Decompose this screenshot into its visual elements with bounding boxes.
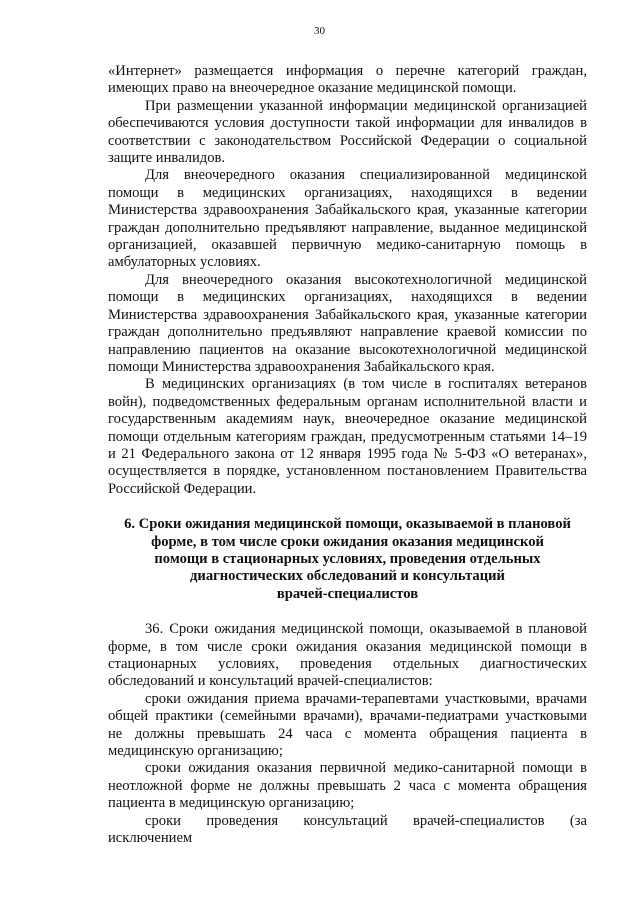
document-body [108,63,587,847]
page-number: 30 [314,25,325,37]
section-heading-line: 6. Сроки ожидания медицинской помощи, оказываемой в плановой [124,516,571,533]
section-heading [108,516,587,603]
section-heading-line: диагностических обследований и консультаций [190,568,505,585]
paragraph: сроки проведения консультаций врачей-специалистов (за исключением [108,812,587,847]
section-heading-line: помощи в стационарных условиях, проведения отдельных [154,550,541,567]
paragraph: 36. Сроки ожидания медицинской помощи, оказываемой в плановой форме, в том числе сроки ожидания оказания медицинской помощи в стационарных условиях, проведения отдельных диагностических обследований и консультаций врачей-специалистов: [108,621,587,690]
paragraph: «Интернет» размещается информация о перечне категорий граждан, имеющих право на внеочередное оказание медицинской помощи. [108,63,587,97]
paragraph: Для внеочередного оказания специализированной медицинской помощи в медицинских организациях, находящихся в ведении Министерства здравоохранения Забайкальского края, указанные категории граждан дополнительно предъявляют направление, выданное медицинской организацией, оказавшей первичную медико-санитарную помощь в амбулаторных условиях. [108,167,587,271]
paragraph: При размещении указанной информации медицинской организацией обеспечиваются условия доступности такой информации для инвалидов в соответствии с законодательством Российской Федерации о социальной защите инвалидов. [108,97,587,167]
section-heading-line: врачей-специалистов [276,585,419,602]
paragraph: В медицинских организациях (в том числе в госпиталях ветеранов войн), подведомственных федеральным органам исполнительной власти и государственным академиям наук, внеочередное оказание медицинской помощи отдельным категориям граждан, предусмотренным статьями 14–19 и 21 Федерального закона от 12 января 1995 года № 5-ФЗ «О ветеранах», осуществляется в порядке, установленном постановлением Правительства Российской Федерации. [108,376,587,497]
paragraph: сроки ожидания оказания первичной медико-санитарной помощи в неотложной форме не должны превышать 2 часа с момента обращения пациента в медицинскую организацию; [108,760,587,812]
section-heading-line: форме, в том числе сроки ожидания оказания медицинской [151,533,544,550]
paragraph: сроки ожидания приема врачами-терапевтами участковыми, врачами общей практики (семейными врачами), врачами-педиатрами участковыми не должны превышать 24 часа с момента обращения пациента в медицинскую организацию; [108,690,587,760]
paragraph: Для внеочередного оказания высокотехнологичной медицинской помощи в медицинских организациях, находящихся в ведении Министерства здравоохранения Забайкальского края, указанные категории граждан дополнительно предъявляют направление краевой комиссии по направлению пациентов на оказание высокотехнологичной медицинской помощи Министерства здравоохранения Забайкальского края. [108,271,587,375]
